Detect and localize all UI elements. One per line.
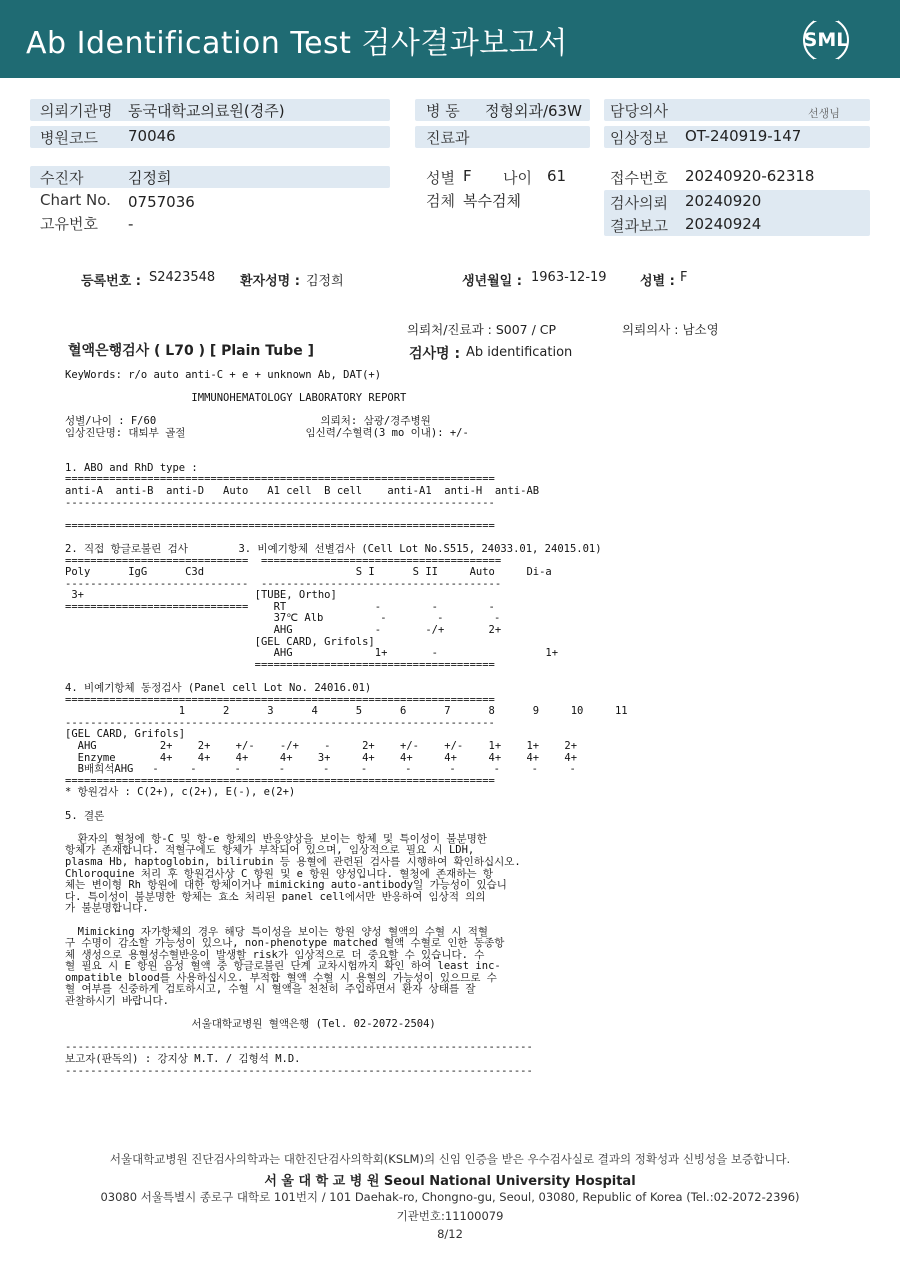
ward-value: 정형외과/63W [485, 102, 582, 120]
report-header [0, 0, 900, 78]
clinical-info-label: 임상정보 [610, 129, 668, 147]
reg-value: S2423548 [149, 270, 216, 285]
dob-label: 생년월일 : [462, 274, 522, 289]
record-sex-label: 성별 : [640, 274, 675, 289]
requested-value: 20240920 [685, 192, 762, 210]
record-sex-value: F [680, 270, 688, 285]
patient-label: 수진자 [40, 169, 84, 187]
patient-value: 김정희 [128, 169, 172, 187]
chart-value: 0757036 [128, 193, 195, 211]
unique-value: - [128, 215, 134, 233]
footer-org-no: 기관번호:11100079 [396, 1209, 504, 1223]
requested-label: 검사의뢰 [610, 194, 668, 212]
hospital-code-value: 70046 [128, 127, 176, 145]
specimen-value: 복수검체 [463, 192, 521, 210]
unique-label: 고유번호 [40, 215, 98, 233]
footer-cert: 서울대학교병원 진단검사의학과는 대한진단검사의학회(KSLM)의 신임 인증을 받은 우수검사실로 결과의 정확성과 신빙성을 보증합니다. [109, 1152, 791, 1166]
department-label: 진료과 [426, 129, 470, 147]
doctor-label: 담당의사 [610, 102, 668, 120]
footer-address: 03080 서울특별시 종로구 대학로 101번지 / 101 Daehak-ro, Chongno-gu, Seoul, 03080, Republic of Korea (Tel.:02-2072-2396) [100, 1190, 800, 1204]
reg-label: 등록번호 : [81, 274, 141, 289]
test-name-value: Ab identification [466, 345, 573, 360]
age-value: 61 [547, 167, 567, 185]
doctor-line: 의뢰의사 : 남소영 [622, 322, 719, 337]
footer-hospital: 서 울 대 학 교 병 원 Seoul National University Hospital [264, 1174, 636, 1189]
dob-value: 1963-12-19 [531, 270, 607, 285]
name-value: 김정희 [306, 274, 344, 289]
sex-value: F [463, 167, 472, 185]
test-name-label: 검사명 : [409, 346, 461, 362]
reported-label: 결과보고 [610, 217, 668, 235]
reported-value: 20240924 [685, 215, 762, 233]
test-title: 혈액은행검사 ( L70 ) [ Plain Tube ] [68, 343, 315, 359]
age-label: 나이 [503, 169, 532, 187]
chart-label: Chart No. [40, 191, 111, 209]
sml-logo [800, 14, 852, 66]
lab-report-body: KeyWords: r/o auto anti-C + e + unknown Ab, DAT(+) IMMUNOHEMATOLOGY LABORATORY REPORT 성별/나이 : F/60 의뢰처: 삼광/경주병원 임상진단명: 대퇴부 골절 임신력/수혈력(3 mo 이내): +/- 1. ABO and RhD type : ==================================================================== anti-A anti-B anti-D Auto A1 cell B cell anti-A1 anti-H anti-AB -------------------------------------------------------------------- ==================================================================== 2. 직접 항글로불린 검사 3. 비예기항체 선별검사 (Cell Lot No.S515, 24033.01, 24015.01) ============================= ====================================== Poly IgG C3d S I S II Auto Di-a ----------------------------- -------------------------------------- 3+ [TUBE, Ortho] ============================= RT - - - 37℃ Alb - - - AHG - -/+ 2+ [GEL CARD, Grifols] AHG 1+ - 1+ ====================================== 4. 비예기항체 동정검사 (Panel cell Lot No. 24016.01) ==================================================================== 1 2 3 4 5 6 7 8 9 10 11 -------------------------------------------------------------------- [GEL CARD, Grifols] AHG 2+ 2+ +/- -/+ - 2+ +/- +/- 1+ 1+ 2+ Enzyme 4+ 4+ 4+ 4+ 3+ 4+ 4+ 4+ 4+ 4+ 4+ B배희석AHG - - - - - - - - - - - ==================================================================== * 항원검사 : C(2+), c(2+), E(-), e(2+) 5. 결론 환자의 혈청에 항-C 및 항-e 항체의 반응양상을 보이는 항체 및 특이성이 불분명한 항체가 존재합니다. 적혈구에도 항체가 부착되어 있으며, 임상적으로 필요 시 LDH, plasma Hb, haptoglobin, bilirubin 등 용혈에 관련된 검사를 시행하여 확인하십시오. Chloroquine 처리 후 항원검사상 C 항원 및 e 항원 양성입니다. 혈청에 존재하는 항 체는 변이형 Rh 항원에 대한 항체이거나 mimicking auto-antibody일 가능성이 있습니 다. 특이성이 불분명한 항체는 효소 처리된 panel cell에서만 반응하여 임상적 의의 가 불분명합니다. Mimicking 자가항체의 경우 해당 특이성을 보이는 항원 양성 혈액의 수혈 시 적혈 구 수명이 감소할 가능성이 있으나, non-phenotype matched 혈액 수혈로 인한 동종항 체 생성으로 용혈성수혈반응이 발생할 risk가 임상적으로 더 중요할 수 있습니다. 수 혈 필요 시 E 항원 음성 혈액 중 항글로불린 단계 교차시험까지 확인 하여 least inc- ompatible blood를 사용하십시오. 부적합 혈액 수혈 시 용혈의 가능성이 있으므로 수 혈 여부를 신중하게 검토하시고, 수혈 시 혈액을 천천히 주입하면서 환자 상태를 잘 관찰하시기 바랍니다. 서울대학교병원 혈액은행 (Tel. 02-2072-2504) -------------------------------------------------------------------------- 보고자(판독의) : 강지상 M.T. / 김형석 M.D. -------------------------------------------------------------------------- [65, 369, 628, 1077]
reception-value: 20240920-62318 [685, 167, 815, 185]
report-title: Ab Identification Test 검사결과보고서 [26, 26, 568, 61]
clinical-info-value: OT-240919-147 [685, 127, 802, 145]
doctor-suffix: 선생님 [808, 107, 840, 120]
dept-line: 의뢰처/진료과 : S007 / CP [407, 322, 557, 337]
sex-label: 성별 [426, 169, 455, 187]
page-number: 8/12 [437, 1227, 463, 1241]
institution-value: 동국대학교의료원(경주) [128, 102, 285, 120]
reception-label: 접수번호 [610, 169, 668, 187]
specimen-label: 검체 [426, 192, 455, 210]
ward-label: 병 동 [426, 102, 460, 120]
institution-label: 의뢰기관명 [40, 102, 113, 120]
patient-bar [30, 166, 390, 188]
name-label: 환자성명 : [240, 274, 300, 289]
hospital-code-label: 병원코드 [40, 129, 98, 147]
logo-text: SML [803, 29, 849, 51]
